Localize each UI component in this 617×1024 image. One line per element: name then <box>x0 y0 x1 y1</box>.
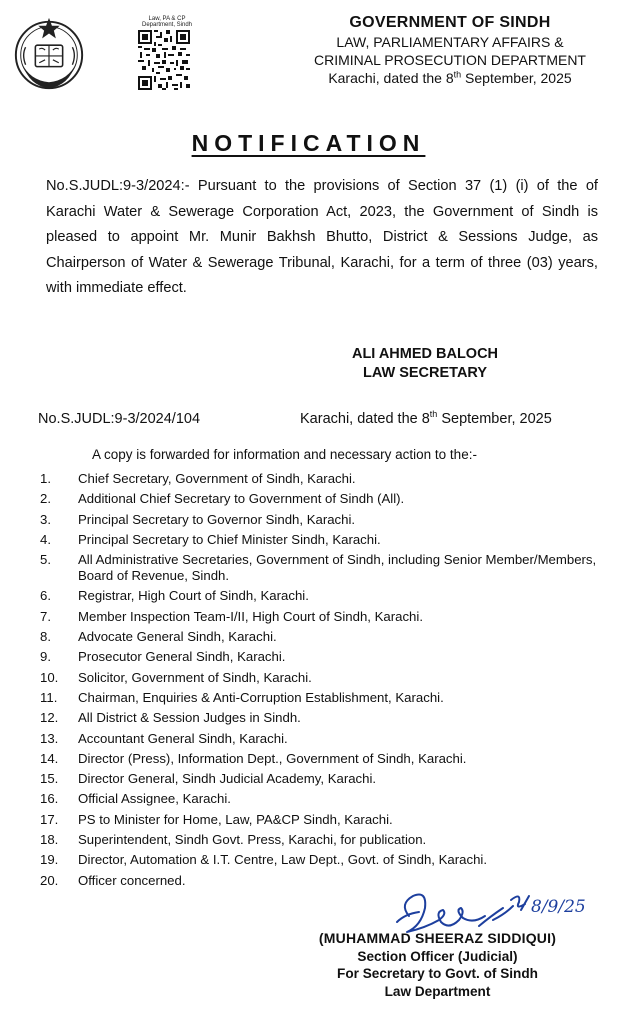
list-item: 16. Official Assignee, Karachi. <box>40 791 231 807</box>
qr-caption-line2: Department, Sindh <box>141 22 193 28</box>
signatory-designation: LAW SECRETARY <box>362 365 488 381</box>
notification-title: NOTIFICATION <box>191 130 426 156</box>
gov-title: GOVERNMENT OF SINDH <box>349 14 551 31</box>
list-item: 15. Director General, Sindh Judicial Academy, Karachi. <box>40 771 377 787</box>
copy-forwarded-intro: A copy is forwarded for information and necessary action to the:- <box>92 447 477 462</box>
notification-body: No.S.JUDL:9-3/2024:- Pursuant to the provisions of Section 37 (1) (i) of the of Karachi Water & Sewerage Corporation Act, 2023, the Government of Sindh is pleased to appoint Mr. Munir Bakhsh Bhutto, District & Sessions Judge, as Chairperson of Water & Sewerage Tribunal, Karachi, for a term of three (03) years, with immediate effect. <box>46 178 598 296</box>
handwritten-date: 8/9/25 <box>531 897 586 917</box>
list-item: 5. All Administrative Secretaries, Government of Sindh, including Senior Member/Members, Board of Revenue, Sindh. <box>40 552 597 584</box>
section-officer-signature-block <box>305 930 570 1000</box>
list-item: 9. Prosecutor General Sindh, Karachi. <box>40 649 286 665</box>
list-item: 6. Registrar, High Court of Sindh, Karachi. <box>40 588 309 604</box>
dept-line-2: CRIMINAL PROSECUTION DEPARTMENT <box>314 52 586 68</box>
list-item: 13. Accountant General Sindh, Karachi. <box>40 730 288 746</box>
qr-code-icon[interactable] <box>138 30 190 90</box>
dept-line-1: LAW, PARLIAMENTARY AFFAIRS & <box>336 34 564 50</box>
header-date: Karachi, dated the 8th September, 2025 <box>328 69 572 86</box>
letterhead-block <box>300 13 600 87</box>
list-item: 4. Principal Secretary to Chief Minister Sindh, Karachi. <box>40 531 381 547</box>
officer-for-line: For Secretary to Govt. of Sindh <box>337 966 538 981</box>
list-item: 2. Additional Chief Secretary to Government of Sindh (All). <box>40 491 405 507</box>
qr-code-block <box>138 16 196 95</box>
officer-name: (MUHAMMAD SHEERAZ SIDDIQUI) <box>318 930 557 946</box>
list-item: 18. Superintendent, Sindh Govt. Press, Karachi, for publication. <box>40 832 427 848</box>
law-secretary-signature-block <box>335 345 515 383</box>
list-item: 7. Member Inspection Team-I/II, High Court of Sindh, Karachi. <box>40 608 423 624</box>
list-item: 12. All District & Session Judges in Sindh. <box>40 710 301 726</box>
reference-number: No.S.JUDL:9-3/2024/104 <box>38 411 201 427</box>
list-item: 17. PS to Minister for Home, Law, PA&CP Sindh, Karachi. <box>40 811 393 827</box>
reference-date: Karachi, dated the 8th September, 2025 <box>300 409 552 427</box>
officer-designation: Section Officer (Judicial) <box>357 948 518 964</box>
list-item: 3. Principal Secretary to Governor Sindh, Karachi. <box>40 511 356 527</box>
list-item: 1. Chief Secretary, Government of Sindh, Karachi. <box>40 471 356 486</box>
list-item: 10. Solicitor, Government of Sindh, Karachi. <box>40 669 312 685</box>
qr-caption-line1: Law, PA & CP <box>148 16 186 22</box>
list-item: 8. Advocate General Sindh, Karachi. <box>40 629 277 645</box>
list-item: 20. Officer concerned. <box>40 872 186 888</box>
list-item: 19. Director, Automation & I.T. Centre, Law Dept., Govt. of Sindh, Karachi. <box>40 852 488 868</box>
sindh-government-emblem-icon <box>10 14 88 92</box>
list-item: 11. Chairman, Enquiries & Anti-Corruption Establishment, Karachi. <box>40 689 444 705</box>
distribution-list <box>40 471 600 893</box>
officer-department: Law Department <box>384 983 491 999</box>
signatory-name: ALI AHMED BALOCH <box>351 346 499 362</box>
list-item: 14. Director (Press), Information Dept., Government of Sindh, Karachi. <box>40 750 467 766</box>
